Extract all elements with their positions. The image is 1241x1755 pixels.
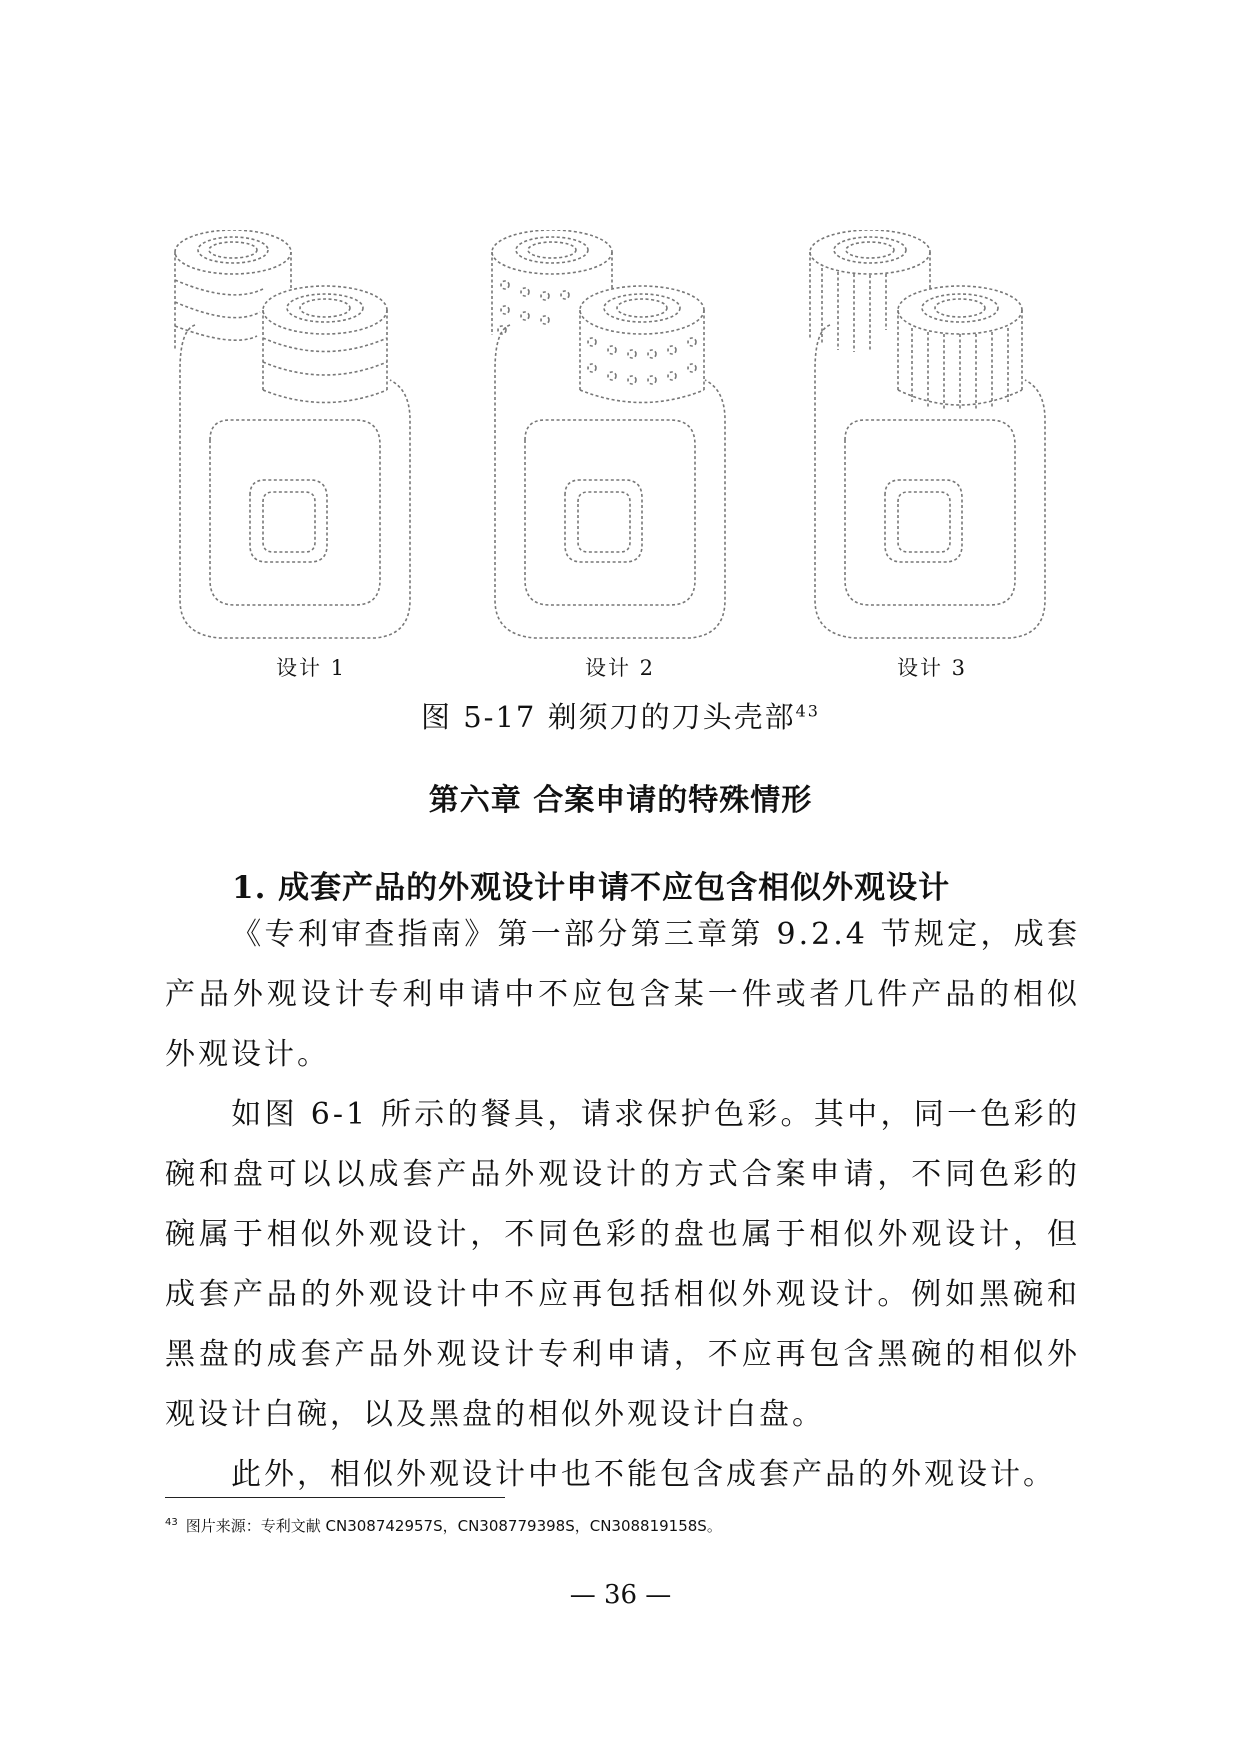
footnote-text: 图片来源：专利文献 CN308742957S，CN308779398S，CN308819158S。 [185,1517,722,1535]
footnote [165,1515,722,1536]
chapter-title: 第六章 合案申请的特殊情形 [428,783,813,818]
figure-label-2: 设计 2 [585,656,656,680]
figure-label-3: 设计 3 [897,656,968,680]
shaver-head-drawing-3 [800,230,1060,650]
paragraph-2 [165,1085,1080,1445]
footnote-divider [165,1497,505,1498]
paragraph-3 [165,1445,1080,1505]
figure-title [0,695,1241,736]
figure-design-1 [165,230,425,650]
paragraph-1 [165,905,1080,1085]
paragraph-3-text: 此外，相似外观设计中也不能包含成套产品的外观设计。 [231,1457,1056,1492]
figure-label-1: 设计 1 [276,656,347,680]
figure-design-3 [800,230,1060,650]
shaver-head-drawing-1 [165,230,425,650]
figure-title-text: 图 5-17 剃须刀的刀头壳部 [421,700,796,734]
page-number: — 36 — [569,1580,672,1610]
section-title: 1. 成套产品的外观设计申请不应包含相似外观设计 [232,870,951,906]
paragraph-2-text: 如图 6-1 所示的餐具，请求保护色彩。其中，同一色彩的碗和盘可以以成套产品外观设计的方式合案申请，不同色彩的碗属于相似外观设计，不同色彩的盘也属于相似外观设计，但成套产品的外观设计中不应再包括相似外观设计。例如黑碗和黑盘的成套产品外观设计专利申请，不应再包含黑碗的相似外观设计白碗，以及黑盘的相似外观设计白盘。 [165,1097,1080,1432]
figure-title-footnote-ref: 43 [795,701,820,721]
shaver-head-drawing-2 [480,230,740,650]
paragraph-1-text: 《专利审查指南》第一部分第三章第 9.2.4 节规定，成套产品外观设计专利申请中不应包含某一件或者几件产品的相似外观设计。 [165,917,1080,1072]
figure-design-2 [480,230,740,650]
footnote-number: 43 [165,1517,178,1528]
